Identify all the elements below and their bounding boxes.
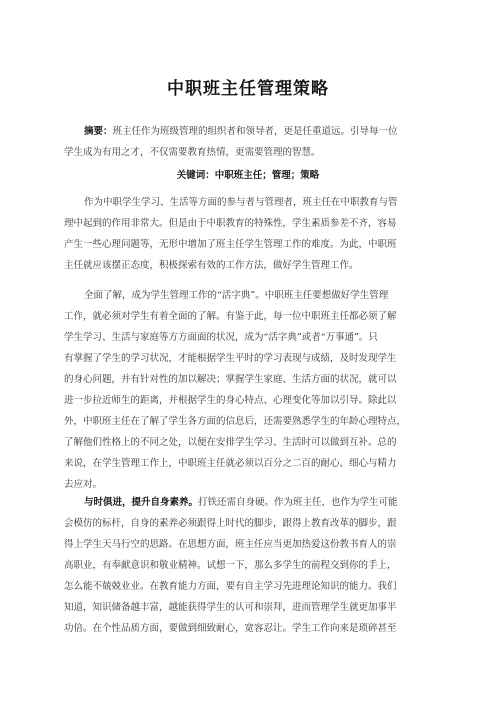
paragraph-line: 进一步拉近师生的距离，并根据学生的身心特点、心理变化等加以引导。除此以 <box>64 395 397 406</box>
document-title: 中职班主任管理策略 <box>167 79 329 99</box>
paragraph-line: 知道，知识储备越丰富，越能获得学生的认可和崇拜，进而管理学生就更加事半 <box>64 602 397 613</box>
paragraph-line: 来说，在学生管理工作上，中职班主任就必须以百分之二百的耐心、细心与精力 <box>64 458 397 469</box>
paragraph-line: 工作，就必须对学生有着全面的了解。有鉴于此，每一位中职班主任都必须了解 <box>64 311 397 322</box>
paragraph-line: 作为中职学生学习、生活等方面的参与者与管理者，班主任在中职教育与管 <box>84 197 398 208</box>
paragraph-line: 功倍。在个性品质方面，要做到细致耐心，宽容忍让。学生工作向来是琐碎甚至 <box>64 623 397 634</box>
paragraph-2 <box>64 285 436 495</box>
paragraph-line: 主任就应该摆正态度，积极探索有效的工作方法，做好学生管理工作。 <box>64 260 359 271</box>
abstract <box>64 121 436 163</box>
paragraph-line: 了解他们性格上的不同之处，以便在安排学生学习、生活时可以做到互补。总的 <box>64 437 397 448</box>
paragraph-3 <box>64 492 436 639</box>
keywords: 关键词：中职班主任；管理；策略 <box>176 170 320 181</box>
paragraph-line: 理中起到的作用非常大。但是由于中职教育的特殊性，学生素质参差不齐，容易 <box>64 218 397 229</box>
paragraph-line: 外，中职班主任在了解了学生各方面的信息后，还需要熟悉学生的年龄心理特点， <box>64 416 407 427</box>
paragraph-line: 有掌握了学生的学习状况，才能根据学生平时的学习表现与成绩，及时发现学生 <box>64 353 397 364</box>
paragraph-line: 高职业，有奉献意识和敬业精神。试想一下，那么多学生的前程交到你的手上， <box>64 560 397 571</box>
paragraph-line: 产生一些心理问题等，无形中增加了班主任学生管理工作的难度。为此，中职班 <box>64 239 397 250</box>
paragraph-line: 与时俱进，提升自身素养。打铁还需自身硬。作为班主任，也作为学生可能 <box>84 497 398 508</box>
paragraph-line: 的身心问题，并有针对性的加以解决；掌握学生家庭、生活方面的状况，就可以 <box>64 374 397 385</box>
abstract-line: 摘要：班主任作为班级管理的组织者和领导者，更是任重道远。引导每一位 <box>84 126 398 137</box>
paragraph-line: 去应对。 <box>64 479 103 490</box>
abstract-line: 学生成为有用之才，不仅需要教育热情，更需要管理的智慧。 <box>64 147 321 158</box>
paragraph-1 <box>64 192 436 276</box>
paragraph-line: 学生学习、生活与家庭等方方面面的状况，成为“活字典”或者“万事通”。只 <box>64 332 378 343</box>
paragraph-line: 会模仿的标杆，自身的素养必须跟得上时代的脚步，跟得上教育改革的脚步，跟 <box>64 518 397 529</box>
abstract-label: 摘要： <box>84 126 113 137</box>
paragraph-line: 得上学生天马行空的思路。在思想方面，班主任应当更加热爱这份教书育人的崇 <box>64 539 397 550</box>
paragraph-line: 全面了解，成为学生管理工作的“活字典”。中职班主任要想做好学生管理 <box>84 290 389 301</box>
paragraph-line: 怎么能不兢兢业业。在教育能力方面，要有自主学习先进理论知识的能力。我们 <box>64 581 397 592</box>
paragraph-lead: 与时俱进，提升自身素养。 <box>84 497 199 508</box>
